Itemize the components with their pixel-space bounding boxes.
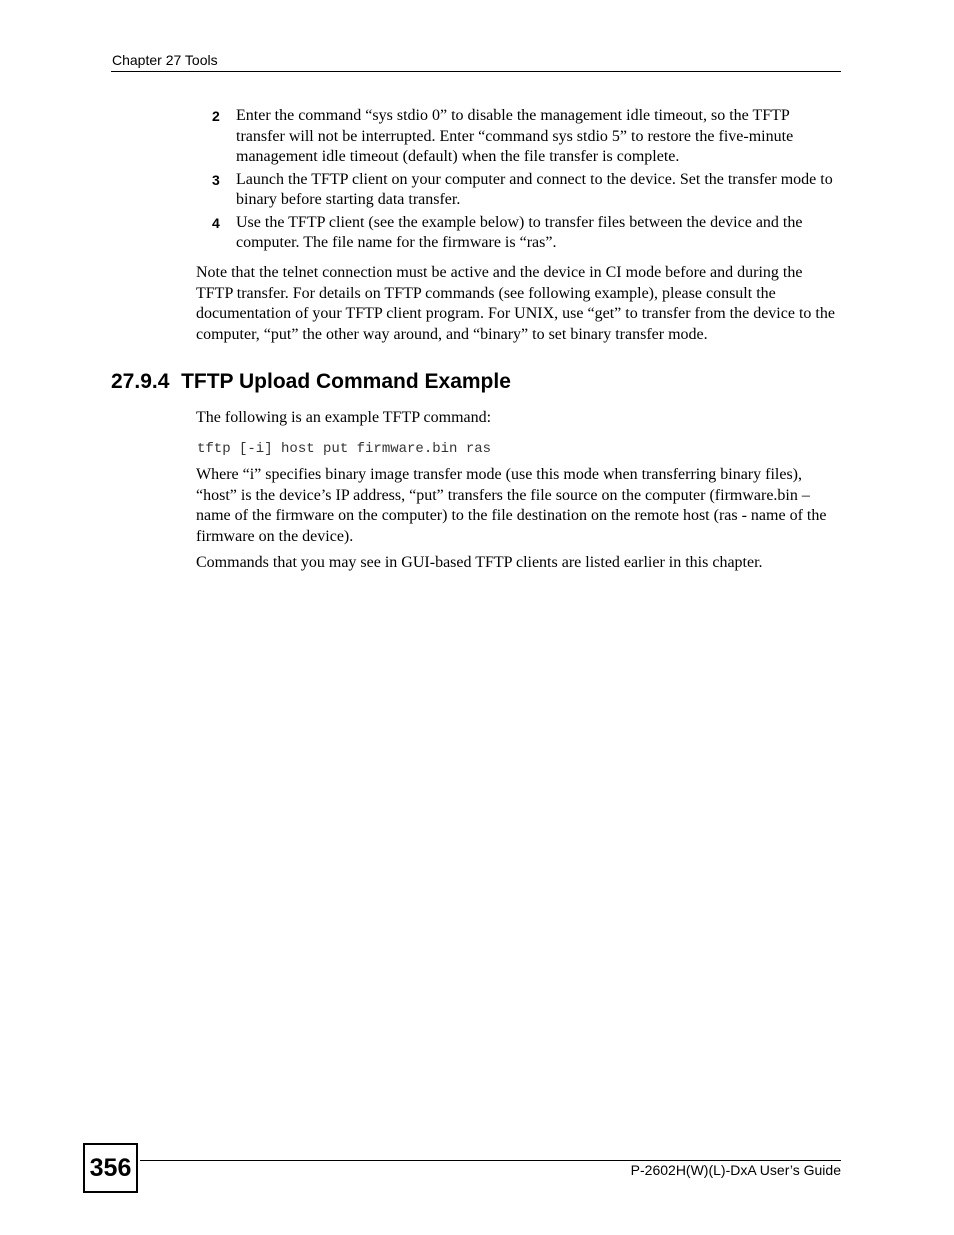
commands-paragraph: Commands that you may see in GUI-based TFTP clients are listed earlier in this chapter.: [196, 554, 763, 571]
header-rule: [111, 71, 841, 72]
guide-title: P-2602H(W)(L)-DxA User’s Guide: [630, 1162, 841, 1178]
step-list: [196, 106, 842, 256]
list-item: [196, 213, 842, 254]
step-number: 4: [212, 214, 220, 231]
where-paragraph: Where “i” specifies binary image transfer mode (use this mode when transferring binary files), “host” is the device’s IP address, “put” transfers the file source on the computer (firmware.bin – name of the firmware on the computer) to the file destination on the remote host (ras - name of the firmware on the device).: [196, 466, 827, 545]
running-header: Chapter 27 Tools: [112, 52, 218, 68]
section-heading: [111, 369, 511, 395]
step-text: Use the TFTP client (see the example below) to transfer files between the device and the computer. The file name for the firmware is “ras”.: [236, 213, 803, 251]
page-number: 356: [83, 1143, 138, 1193]
step-number: 3: [212, 171, 220, 188]
step-text: Launch the TFTP client on your computer and connect to the device. Set the transfer mode to binary before starting data transfer.: [236, 170, 833, 208]
section-number: 27.9.4: [111, 370, 170, 393]
footer-rule: [140, 1160, 841, 1161]
section-title: TFTP Upload Command Example: [181, 370, 511, 393]
list-item: [196, 106, 842, 168]
command-example: tftp [-i] host put firmware.bin ras: [197, 441, 492, 457]
intro-paragraph: The following is an example TFTP command:: [196, 409, 492, 426]
list-item: [196, 170, 842, 211]
note-paragraph: Note that the telnet connection must be active and the device in CI mode before and during the TFTP transfer. For details on TFTP commands (see following example), please consult the documentation of your TFTP client program. For UNIX, use “get” to transfer from the device to the computer, “put” the other way around, and “binary” to set binary transfer mode.: [196, 264, 835, 343]
step-text: Enter the command “sys stdio 0” to disable the management idle timeout, so the TFTP transfer will not be interrupted. Enter “command sys stdio 5” to restore the five-minute management idle timeout (default) when the file transfer is complete.: [236, 107, 794, 165]
step-number: 2: [212, 108, 220, 124]
